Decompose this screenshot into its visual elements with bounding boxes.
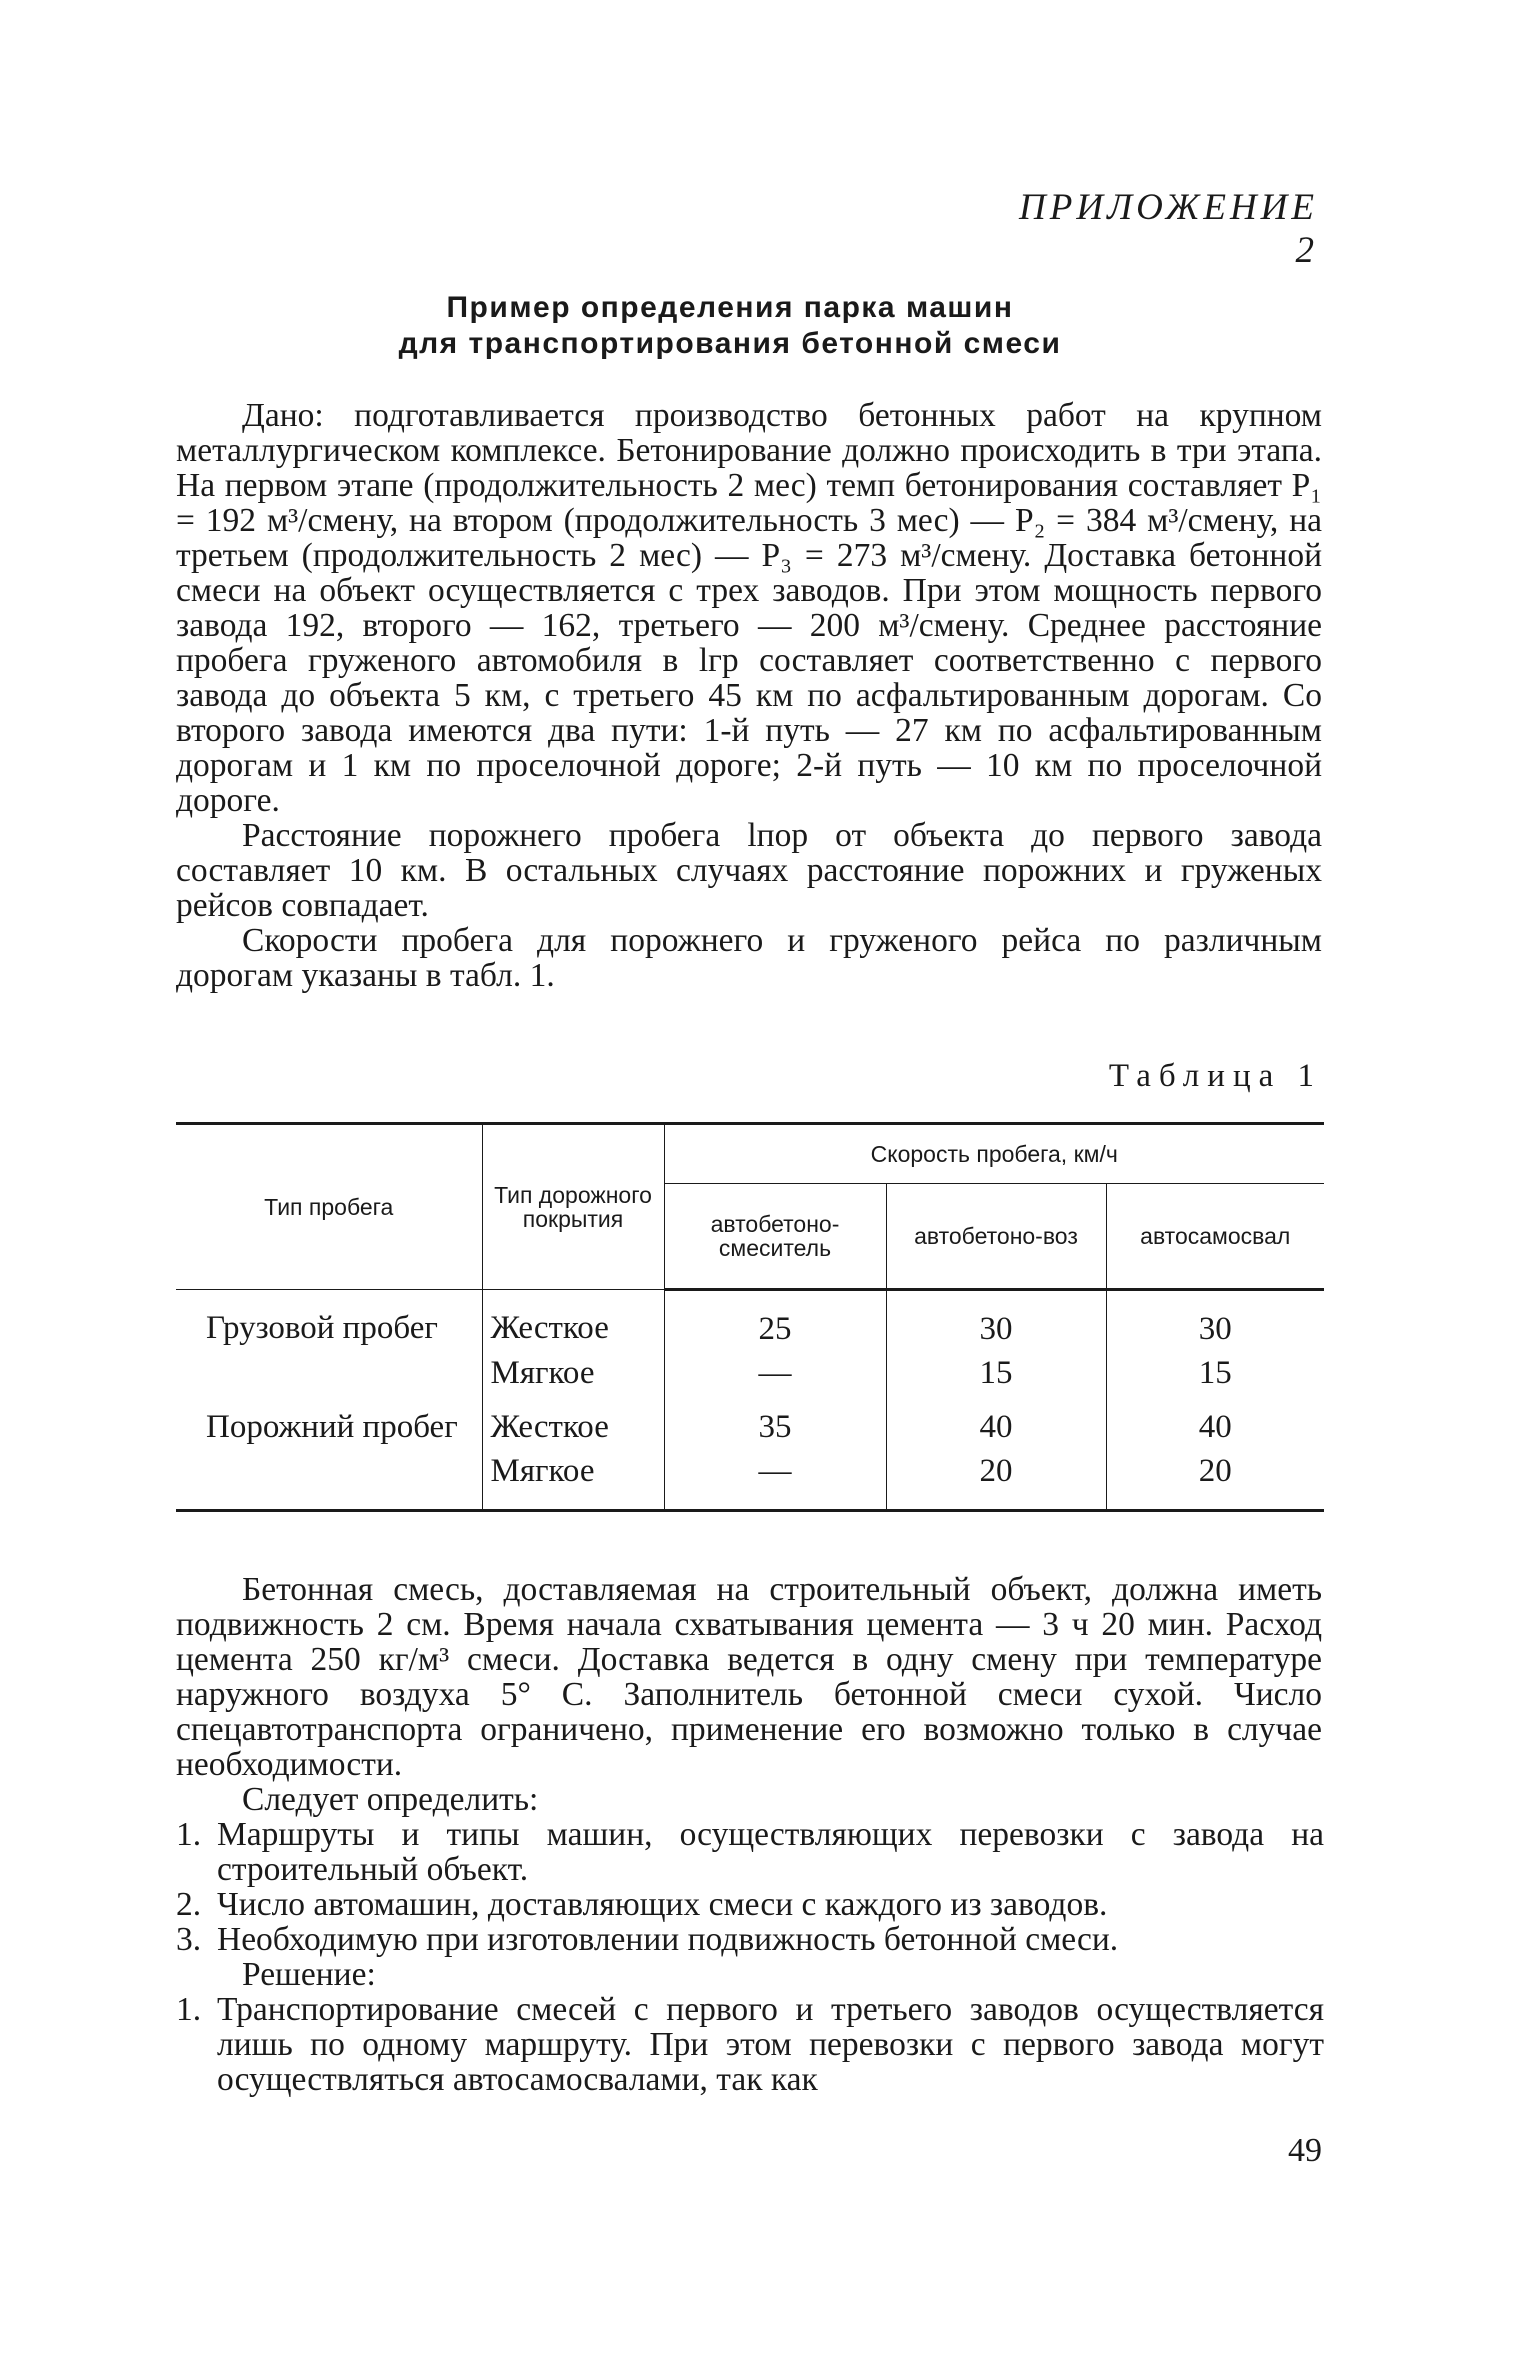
list-item-text: Необходимую при изготовлении подвижность бетонной смеси. [217, 1921, 1119, 1958]
road-cell: Жесткое [482, 1290, 664, 1352]
list-item-number: 2. [176, 1886, 202, 1923]
carrier-speed-cell: 20 [886, 1449, 1106, 1511]
section-heading [340, 290, 1120, 362]
speeds-paragraph: Скорости пробега для порожнего и груженого рейса по различным дорогам указаны в табл. 1. [176, 922, 1322, 994]
determine-label: Следует определить: [242, 1781, 539, 1818]
dumper-speed-cell: 40 [1106, 1395, 1324, 1449]
list-item-number: 1. [176, 1991, 202, 2028]
conditions-paragraph: Бетонная смесь, доставляемая на строительный объект, должна иметь подвижность 2 см. Время начала схватывания цемента — 3 ч 20 мин. Расход цемента 250 кг/м³ смеси. Доставка ведется в одну смену при температуре наружного воздуха 5° С. Заполнитель бетонной смеси сухой. Число спецавтотранспорта ограничено, применение его возможно только в случае необходимости. [176, 1571, 1322, 1783]
header-road-type: Тип дорожного покрытия [482, 1124, 664, 1290]
list-item [176, 1922, 1324, 1957]
header-mixer: автобетоно-смеситель [664, 1184, 886, 1290]
list-item-text: Число автомашин, доставляющих смеси с каждого из заводов. [217, 1886, 1108, 1923]
heading-line-1: Пример определения парка машин [446, 291, 1014, 324]
given-paragraph: Дано: подготавливается производство бетонных работ на крупном металлургическом комплексе. Бетонирование должно происходить в три этапа. На первом этапе (продолжительность 2 мес) темп бетонирования составляет P₁ = 192 м³/смену, на втором (продолжительность 3 мес) — P₂ = 384 м³/смену, на третьем (продолжительность 2 мес) — P₃ = 273 м³/смену. Доставка бетонной смеси на объект осуществляется с трех заводов. При этом мощность первого завода 192, второго — 162, третьего — 200 м³/смену. Среднее расстояние пробега груженого автомобиля в lгр составляет соответственно с первого завода до объекта 5 км, с третьего 45 км по асфальтированным дорогам. Со второго завода имеются два пути: 1-й путь — 27 км по асфальтированным дорогам и 1 км по проселочной дороге; 2-й путь — 10 км по проселочной дороге. [176, 397, 1322, 819]
carrier-speed-cell: 40 [886, 1395, 1106, 1449]
determine-list [176, 1782, 1324, 2097]
header-speed-group: Скорость пробега, км/ч [664, 1124, 1324, 1184]
road-cell: Мягкое [482, 1449, 664, 1511]
carrier-speed-cell: 15 [886, 1351, 1106, 1395]
given-section [176, 398, 1322, 993]
mixer-speed-cell: — [664, 1449, 886, 1511]
header-carrier: автобетоно-воз [886, 1184, 1106, 1290]
dumper-speed-cell: 30 [1106, 1290, 1324, 1352]
dumper-speed-cell: 15 [1106, 1351, 1324, 1395]
appendix-label: ПРИЛОЖЕНИЕ 2 [1019, 187, 1318, 271]
list-item [176, 1817, 1324, 1887]
list-item [176, 1887, 1324, 1922]
header-dumper: автосамосвал [1106, 1184, 1324, 1290]
empty-run-paragraph: Расстояние порожнего пробега lпор от объекта до первого завода составляет 10 км. В остальных случаях расстояние порожних и груженых рейсов совпадает. [176, 817, 1322, 924]
dumper-speed-cell: 20 [1106, 1449, 1324, 1511]
table-row [176, 1290, 1324, 1352]
run-type-cell: Грузовой пробег [176, 1290, 482, 1396]
list-item-text: Маршруты и типы машин, осуществляющих перевозки с завода на строительный объект. [217, 1816, 1324, 1888]
list-item-text: Транспортирование смесей с первого и третьего заводов осуществляется лишь по одному маршруту. При этом перевозки с первого завода могут осуществляться автосамосвалами, так как [217, 1991, 1324, 2098]
table-row [176, 1395, 1324, 1449]
mixer-speed-cell: 35 [664, 1395, 886, 1449]
carrier-speed-cell: 30 [886, 1290, 1106, 1352]
list-item [176, 1992, 1324, 2097]
road-cell: Мягкое [482, 1351, 664, 1395]
solution-label: Решение: [242, 1956, 376, 1993]
speed-table [176, 1122, 1324, 1512]
mixer-speed-cell: — [664, 1351, 886, 1395]
mixer-speed-cell: 25 [664, 1290, 886, 1352]
heading-line-2: для транспортирования бетонной смеси [398, 327, 1062, 360]
page-number: 49 [1288, 2132, 1322, 2169]
list-item-number: 1. [176, 1816, 202, 1853]
list-item-number: 3. [176, 1921, 202, 1958]
table-caption: Таблица 1 [1108, 1058, 1322, 1094]
header-run-type: Тип пробега [176, 1124, 482, 1290]
run-type-cell: Порожний пробег [176, 1395, 482, 1511]
conditions-section [176, 1572, 1322, 1782]
road-cell: Жесткое [482, 1395, 664, 1449]
